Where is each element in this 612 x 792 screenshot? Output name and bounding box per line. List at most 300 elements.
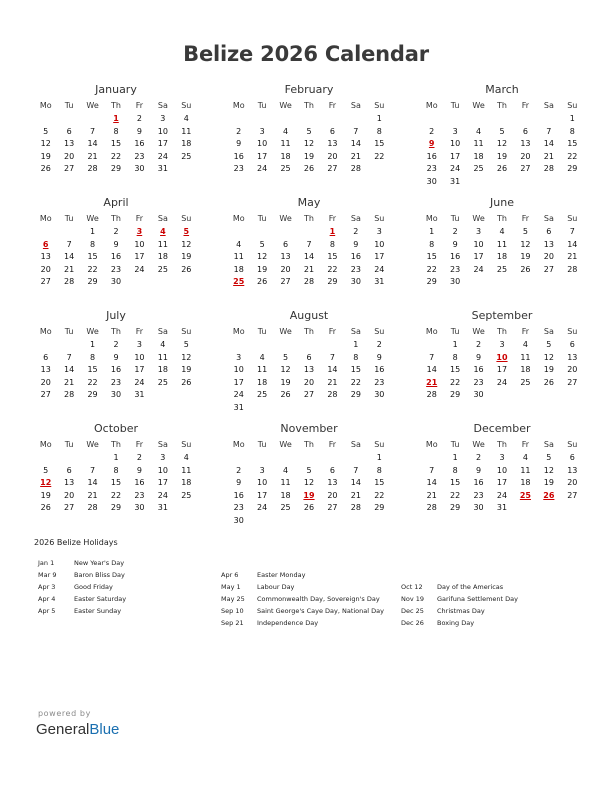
weekday-label: Mo bbox=[425, 440, 438, 449]
day-cell bbox=[490, 176, 513, 189]
day-cell bbox=[274, 339, 297, 352]
day-cell: 9 bbox=[452, 239, 458, 249]
day-cell bbox=[420, 452, 443, 465]
day-cell bbox=[297, 402, 320, 415]
holiday-date: Sep 21 bbox=[221, 619, 244, 627]
day-cell: 27 bbox=[40, 390, 51, 399]
day-cell bbox=[297, 339, 320, 352]
weekday-label: Th bbox=[497, 101, 507, 110]
holiday-day-cell: 19 bbox=[303, 490, 315, 500]
month-name: March bbox=[485, 83, 519, 96]
day-cell: 31 bbox=[157, 164, 168, 173]
day-cell: 25 bbox=[280, 164, 291, 173]
week-row bbox=[227, 126, 391, 139]
day-cell: 21 bbox=[87, 490, 98, 500]
day-cell: 28 bbox=[350, 164, 361, 173]
month-february bbox=[227, 82, 391, 188]
day-cell: 8 bbox=[353, 352, 359, 362]
week-row bbox=[420, 239, 584, 252]
day-cell bbox=[514, 113, 537, 126]
day-cell bbox=[175, 502, 198, 515]
week-row bbox=[420, 339, 584, 352]
week-row bbox=[420, 389, 584, 402]
holiday-date: Dec 25 bbox=[401, 607, 424, 615]
day-cell: 30 bbox=[110, 390, 122, 399]
day-cell bbox=[57, 339, 80, 352]
weekday-label: Mo bbox=[425, 214, 438, 223]
day-cell: 15 bbox=[110, 139, 122, 148]
day-cell bbox=[57, 226, 80, 239]
day-cell: 30 bbox=[473, 503, 484, 512]
day-cell: 11 bbox=[157, 239, 168, 249]
day-cell: 12 bbox=[181, 352, 192, 362]
day-cell: 17 bbox=[496, 365, 508, 374]
day-cell: 7 bbox=[429, 352, 435, 362]
day-cell: 15 bbox=[374, 139, 385, 148]
day-cell: 20 bbox=[303, 377, 315, 387]
day-cell: 29 bbox=[87, 390, 98, 399]
week-row bbox=[227, 515, 391, 528]
day-cell: 11 bbox=[473, 139, 484, 148]
day-cell: 13 bbox=[327, 139, 338, 148]
day-cell bbox=[467, 113, 490, 126]
page-title: Belize 2026 Calendar bbox=[183, 42, 429, 66]
week-row bbox=[227, 264, 391, 277]
day-cell: 4 bbox=[476, 126, 482, 136]
month-name: April bbox=[103, 196, 129, 209]
day-cell: 12 bbox=[496, 139, 508, 148]
day-cell: 9 bbox=[136, 126, 142, 136]
day-cell: 13 bbox=[327, 478, 338, 487]
weekday-label: Sa bbox=[157, 101, 168, 110]
holiday-date: Apr 5 bbox=[38, 607, 56, 615]
holiday-name: Independence Day bbox=[257, 619, 319, 627]
week-row bbox=[420, 452, 584, 465]
day-cell: 24 bbox=[134, 264, 145, 274]
day-cell: 18 bbox=[157, 252, 168, 261]
day-cell bbox=[34, 452, 57, 465]
weekday-label: Tu bbox=[450, 440, 460, 449]
holiday-day-cell: 3 bbox=[136, 227, 143, 236]
day-cell bbox=[368, 163, 391, 176]
day-cell: 23 bbox=[110, 264, 122, 274]
day-cell: 3 bbox=[499, 453, 505, 462]
week-row bbox=[227, 251, 391, 264]
day-cell: 2 bbox=[476, 340, 482, 349]
day-cell: 12 bbox=[257, 252, 268, 261]
day-cell bbox=[490, 276, 513, 289]
weekday-label: We bbox=[472, 440, 485, 449]
weekday-label: Th bbox=[497, 214, 507, 223]
day-cell bbox=[274, 515, 297, 528]
day-cell: 19 bbox=[543, 478, 554, 487]
day-cell bbox=[34, 113, 57, 126]
day-cell: 7 bbox=[90, 126, 96, 136]
day-cell: 6 bbox=[283, 239, 289, 249]
day-cell: 18 bbox=[520, 365, 531, 374]
day-cell: 27 bbox=[64, 164, 75, 173]
day-cell: 20 bbox=[327, 151, 338, 161]
day-cell: 21 bbox=[543, 151, 554, 161]
day-cell: 31 bbox=[496, 503, 508, 512]
day-cell bbox=[514, 176, 537, 189]
day-cell: 10 bbox=[134, 239, 145, 249]
holiday-name: Day of the Americas bbox=[437, 583, 504, 591]
weekday-label: Su bbox=[374, 214, 385, 223]
weekday-label: We bbox=[472, 327, 485, 336]
day-cell: 16 bbox=[110, 365, 122, 374]
day-cell: 21 bbox=[64, 264, 75, 274]
day-cell: 17 bbox=[450, 151, 461, 161]
day-cell: 14 bbox=[64, 252, 75, 261]
day-cell bbox=[57, 113, 80, 126]
day-cell bbox=[321, 515, 344, 528]
day-cell: 4 bbox=[499, 227, 505, 236]
week-row bbox=[420, 176, 584, 189]
day-cell: 29 bbox=[327, 277, 338, 286]
day-cell: 21 bbox=[350, 151, 361, 161]
week-row bbox=[34, 276, 198, 289]
day-cell: 10 bbox=[257, 478, 268, 487]
weekday-label: Fr bbox=[521, 327, 530, 336]
day-cell: 22 bbox=[450, 377, 461, 387]
holiday-date: Apr 4 bbox=[38, 595, 56, 603]
holiday-day-cell: 1 bbox=[113, 114, 119, 123]
day-cell: 1 bbox=[113, 453, 119, 462]
day-cell: 8 bbox=[329, 239, 335, 249]
week-row bbox=[227, 389, 391, 402]
day-cell: 27 bbox=[303, 390, 315, 399]
day-cell: 7 bbox=[90, 465, 96, 475]
weekday-label: Th bbox=[497, 440, 507, 449]
day-cell: 19 bbox=[496, 151, 508, 161]
day-cell: 9 bbox=[113, 352, 119, 362]
day-cell: 30 bbox=[350, 277, 361, 286]
day-cell bbox=[344, 515, 367, 528]
day-cell: 22 bbox=[327, 264, 338, 274]
day-cell bbox=[34, 226, 57, 239]
day-cell: 26 bbox=[543, 377, 554, 387]
week-row bbox=[227, 163, 391, 176]
day-cell: 22 bbox=[87, 264, 98, 274]
day-cell: 17 bbox=[233, 377, 244, 387]
day-cell bbox=[297, 515, 320, 528]
day-cell: 12 bbox=[40, 139, 51, 148]
day-cell: 26 bbox=[303, 503, 315, 512]
day-cell: 14 bbox=[350, 478, 361, 487]
day-cell: 15 bbox=[450, 478, 461, 487]
day-cell bbox=[368, 402, 391, 415]
day-cell: 1 bbox=[376, 453, 382, 462]
week-row bbox=[227, 452, 391, 465]
holiday-day-cell: 25 bbox=[519, 490, 531, 500]
week-row bbox=[227, 465, 391, 478]
holiday-day-cell: 10 bbox=[496, 352, 508, 362]
day-cell bbox=[274, 226, 297, 239]
day-cell bbox=[297, 452, 320, 465]
day-cell: 29 bbox=[110, 503, 122, 512]
day-cell: 3 bbox=[259, 126, 265, 136]
day-cell: 29 bbox=[374, 503, 385, 512]
week-row bbox=[227, 402, 391, 415]
day-cell: 19 bbox=[181, 252, 192, 261]
day-cell: 20 bbox=[520, 151, 531, 161]
week-row bbox=[420, 377, 584, 390]
day-cell: 20 bbox=[40, 264, 51, 274]
holiday-list-2 bbox=[221, 569, 384, 629]
week-row bbox=[34, 138, 198, 151]
weekday-label: Tu bbox=[64, 101, 74, 110]
weekday-label: Th bbox=[304, 214, 314, 223]
day-cell bbox=[81, 113, 104, 126]
week-row bbox=[420, 465, 584, 478]
day-cell: 3 bbox=[476, 227, 482, 236]
day-cell: 25 bbox=[157, 377, 168, 387]
day-cell: 28 bbox=[543, 164, 554, 173]
day-cell: 11 bbox=[181, 126, 192, 136]
week-row bbox=[227, 138, 391, 151]
holiday-day-cell: 12 bbox=[40, 478, 52, 487]
day-cell: 29 bbox=[426, 277, 437, 286]
months-grid bbox=[34, 82, 584, 527]
brand-logo[interactable] bbox=[36, 721, 119, 738]
weekday-label: Th bbox=[497, 327, 507, 336]
day-cell bbox=[250, 402, 273, 415]
day-cell: 11 bbox=[520, 465, 531, 475]
day-cell: 2 bbox=[236, 465, 242, 475]
day-cell: 26 bbox=[280, 390, 291, 399]
day-cell: 8 bbox=[376, 126, 382, 136]
day-cell bbox=[467, 176, 490, 189]
weekday-label: Sa bbox=[350, 327, 361, 336]
day-cell: 1 bbox=[569, 114, 575, 123]
week-row bbox=[420, 113, 584, 126]
day-cell: 14 bbox=[303, 252, 315, 261]
day-cell bbox=[537, 389, 560, 402]
holiday-date: May 1 bbox=[221, 583, 241, 591]
holiday-list-3 bbox=[401, 581, 518, 629]
day-cell: 18 bbox=[496, 252, 508, 261]
day-cell: 23 bbox=[426, 164, 437, 173]
day-cell: 19 bbox=[181, 365, 192, 374]
weekday-label: Sa bbox=[543, 214, 554, 223]
day-cell: 23 bbox=[134, 490, 145, 500]
day-cell: 16 bbox=[473, 478, 484, 487]
day-cell: 9 bbox=[353, 239, 359, 249]
month-august bbox=[227, 308, 391, 414]
day-cell: 22 bbox=[110, 490, 122, 500]
week-row bbox=[420, 352, 584, 365]
week-row bbox=[34, 352, 198, 365]
day-cell: 13 bbox=[280, 252, 291, 261]
day-cell: 5 bbox=[546, 340, 552, 349]
day-cell: 6 bbox=[546, 227, 552, 236]
day-cell: 15 bbox=[567, 139, 578, 148]
day-cell: 3 bbox=[452, 126, 458, 136]
day-cell: 26 bbox=[303, 164, 315, 173]
day-cell bbox=[368, 515, 391, 528]
day-cell: 17 bbox=[257, 151, 268, 161]
day-cell bbox=[128, 276, 151, 289]
day-cell: 26 bbox=[520, 264, 531, 274]
day-cell: 24 bbox=[134, 377, 145, 387]
day-cell: 29 bbox=[567, 164, 578, 173]
holiday-list-1 bbox=[38, 557, 126, 617]
weekday-label: Th bbox=[304, 440, 314, 449]
day-cell: 7 bbox=[569, 227, 575, 236]
weekday-label: Su bbox=[181, 101, 192, 110]
holiday-name: Baron Bliss Day bbox=[74, 571, 125, 579]
day-cell: 28 bbox=[350, 503, 361, 512]
week-row bbox=[34, 377, 198, 390]
day-cell: 14 bbox=[87, 478, 98, 487]
day-cell: 30 bbox=[134, 503, 145, 512]
day-cell bbox=[34, 339, 57, 352]
month-january bbox=[34, 82, 198, 188]
weekday-label: Sa bbox=[543, 327, 554, 336]
day-cell: 10 bbox=[496, 465, 508, 475]
day-cell: 24 bbox=[157, 151, 168, 161]
day-cell: 12 bbox=[280, 365, 291, 374]
day-cell: 17 bbox=[257, 490, 268, 500]
day-cell: 13 bbox=[520, 139, 531, 148]
day-cell: 4 bbox=[283, 126, 289, 136]
week-row bbox=[420, 151, 584, 164]
day-cell: 9 bbox=[136, 465, 142, 475]
day-cell: 22 bbox=[87, 377, 98, 387]
day-cell bbox=[250, 339, 273, 352]
day-cell: 27 bbox=[280, 277, 291, 286]
day-cell: 18 bbox=[280, 151, 291, 161]
week-row bbox=[420, 477, 584, 490]
month-november bbox=[227, 421, 391, 527]
month-april bbox=[34, 195, 198, 301]
day-cell: 28 bbox=[64, 390, 75, 399]
day-cell: 13 bbox=[64, 139, 75, 148]
holiday-day-cell: 9 bbox=[428, 139, 435, 148]
day-cell: 19 bbox=[520, 252, 531, 261]
day-cell: 25 bbox=[181, 490, 192, 500]
day-cell: 7 bbox=[306, 239, 312, 249]
weekday-header bbox=[227, 324, 391, 339]
day-cell: 30 bbox=[473, 390, 484, 399]
day-cell: 26 bbox=[181, 377, 192, 387]
day-cell: 8 bbox=[452, 352, 458, 362]
week-row bbox=[227, 377, 391, 390]
weekday-label: Mo bbox=[39, 440, 52, 449]
month-name: September bbox=[471, 309, 533, 322]
holiday-date: Apr 6 bbox=[221, 571, 239, 579]
day-cell: 9 bbox=[376, 352, 382, 362]
day-cell: 6 bbox=[569, 340, 575, 349]
weekday-label: We bbox=[86, 214, 99, 223]
day-cell: 14 bbox=[426, 478, 437, 487]
day-cell bbox=[344, 402, 367, 415]
day-cell: 23 bbox=[450, 264, 461, 274]
week-row bbox=[227, 339, 391, 352]
day-cell bbox=[274, 452, 297, 465]
day-cell: 18 bbox=[257, 377, 268, 387]
day-cell: 15 bbox=[327, 252, 338, 261]
day-cell: 8 bbox=[113, 126, 119, 136]
day-cell: 6 bbox=[329, 126, 335, 136]
day-cell: 14 bbox=[327, 365, 338, 374]
day-cell: 1 bbox=[452, 453, 458, 462]
holiday-day-cell: 6 bbox=[42, 239, 49, 249]
week-row bbox=[420, 126, 584, 139]
day-cell: 9 bbox=[236, 139, 242, 148]
day-cell: 13 bbox=[40, 365, 51, 374]
day-cell: 15 bbox=[87, 365, 98, 374]
holiday-entry bbox=[401, 581, 518, 593]
day-cell: 5 bbox=[306, 465, 312, 475]
holiday-name: Christmas Day bbox=[437, 607, 485, 615]
holiday-day-cell: 26 bbox=[543, 490, 555, 500]
weekday-header bbox=[420, 324, 584, 339]
holiday-date: Oct 12 bbox=[401, 583, 423, 591]
day-cell: 28 bbox=[327, 390, 338, 399]
day-cell: 23 bbox=[350, 264, 361, 274]
week-row bbox=[34, 264, 198, 277]
day-cell: 17 bbox=[157, 478, 168, 487]
day-cell: 16 bbox=[134, 478, 145, 487]
day-cell bbox=[297, 113, 320, 126]
week-row bbox=[227, 151, 391, 164]
day-cell: 19 bbox=[257, 264, 268, 274]
weekday-label: Su bbox=[567, 440, 578, 449]
day-cell: 29 bbox=[87, 277, 98, 286]
holiday-date: Apr 3 bbox=[38, 583, 56, 591]
weekday-label: Tu bbox=[257, 214, 267, 223]
day-cell: 14 bbox=[64, 365, 75, 374]
month-name: August bbox=[289, 309, 329, 322]
day-cell: 7 bbox=[329, 352, 335, 362]
day-cell: 23 bbox=[473, 490, 484, 500]
day-cell: 11 bbox=[520, 352, 531, 362]
day-cell: 16 bbox=[426, 151, 437, 161]
day-cell: 28 bbox=[426, 390, 437, 399]
day-cell bbox=[175, 163, 198, 176]
day-cell: 17 bbox=[157, 139, 168, 148]
week-row bbox=[34, 452, 198, 465]
weekday-label: Tu bbox=[450, 214, 460, 223]
day-cell: 18 bbox=[181, 478, 192, 487]
day-cell bbox=[227, 452, 250, 465]
day-cell: 23 bbox=[233, 164, 244, 173]
day-cell: 1 bbox=[353, 340, 359, 349]
day-cell: 28 bbox=[426, 503, 437, 512]
day-cell: 27 bbox=[543, 264, 554, 274]
month-name: January bbox=[95, 83, 137, 96]
weekday-label: Fr bbox=[135, 327, 144, 336]
day-cell: 6 bbox=[522, 126, 528, 136]
day-cell: 12 bbox=[543, 465, 554, 475]
day-cell: 4 bbox=[183, 453, 189, 462]
day-cell bbox=[537, 176, 560, 189]
weekday-label: Sa bbox=[543, 440, 554, 449]
day-cell: 8 bbox=[90, 239, 96, 249]
day-cell: 15 bbox=[426, 252, 437, 261]
holiday-name: Saint George's Caye Day, National Day bbox=[257, 607, 384, 615]
day-cell: 4 bbox=[259, 352, 265, 362]
day-cell: 8 bbox=[90, 352, 96, 362]
day-cell: 5 bbox=[259, 239, 265, 249]
holiday-entry bbox=[221, 617, 384, 629]
week-row bbox=[420, 163, 584, 176]
day-cell: 27 bbox=[327, 503, 338, 512]
day-cell: 25 bbox=[520, 377, 531, 387]
day-cell: 18 bbox=[473, 151, 484, 161]
